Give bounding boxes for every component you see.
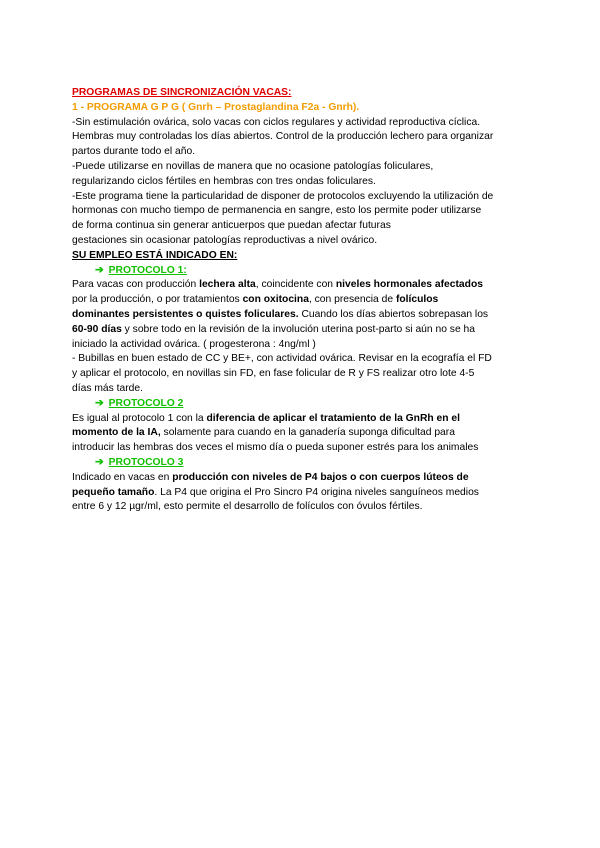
bold-text: pequeño tamaño [72, 486, 155, 498]
document-title: PROGRAMAS DE SINCRONIZACIÓN VACAS: [72, 87, 292, 98]
document-page [72, 86, 532, 515]
protocol-1-label: PROTOCOLO 1: [108, 264, 187, 276]
bold-text: 60-90 días [72, 323, 122, 335]
text-run: Es igual al protocolo 1 con la [72, 412, 207, 424]
text-run: Cuando los días abiertos sobrepasan los [298, 308, 489, 320]
protocol-2-label: PROTOCOLO 2 [108, 397, 184, 409]
protocol-1-line: y aplicar el protocolo, en novillas sin FD, en fase folicular de R y FS realizar otro lote 4-5 [72, 368, 475, 380]
bold-text: momento de la IA, [72, 427, 161, 439]
protocol-2-line [72, 412, 532, 427]
text-run: y sobre todo en la revisión de la involución uterina post-parto si aún no se ha [121, 323, 475, 335]
protocol-3-line [72, 486, 532, 501]
protocol-3-line: entre 6 y 12 µgr/ml, esto permite el desarrollo de folículos con óvulos fértiles. [72, 501, 423, 513]
text-run: , coincidente con [255, 279, 336, 291]
protocol-3-label: PROTOCOLO 3 [108, 456, 184, 468]
text-run: por la producción, o por tratamientos [72, 294, 243, 306]
protocol-3-heading [72, 456, 532, 471]
arrow-right-icon: ➔ [95, 397, 104, 409]
arrow-right-icon: ➔ [95, 264, 104, 276]
program-subtitle: 1 - PROGRAMA G P G ( Gnrh – Prostaglandina F2a - Gnrh). [72, 101, 360, 113]
protocol-3-body [72, 471, 532, 515]
protocol-1-line: días más tarde. [72, 382, 143, 394]
intro-line: gestaciones sin ocasionar patologías reproductivas a nivel ovárico. [72, 234, 378, 246]
intro-line: regularizando ciclos fértiles en hembras con tres ondas foliculares. [72, 175, 376, 187]
intro-line: de forma continua sin generar anticuerpos que puedan afectar futuras [72, 220, 391, 232]
bold-text: folículos [395, 294, 439, 306]
protocol-2-line: introducir las hembras dos veces el mismo día o pueda suponer estrés para los animales [72, 442, 479, 454]
protocol-3-line [72, 471, 532, 486]
text-run: . La P4 que origina el Pro Sincro P4 origina niveles sanguíneos medios [154, 486, 479, 498]
protocol-1-line [72, 308, 532, 323]
section-heading: SU EMPLEO ESTÁ INDICADO EN: [72, 249, 238, 261]
bold-text: lechera alta [199, 279, 256, 291]
text-run: , con presencia de [308, 294, 396, 306]
protocol-1-body [72, 278, 532, 396]
intro-line: -Este programa tiene la particularidad de disponer de protocolos excluyendo la utilización de [72, 190, 494, 202]
text-run: solamente para cuando en la ganadería suponga dificultad para [160, 427, 455, 439]
protocol-1-heading [72, 264, 532, 279]
bold-text: dominantes persistentes o quistes foliculares. [72, 308, 299, 320]
protocol-1-line [72, 278, 532, 293]
protocol-2-body [72, 412, 532, 456]
text-run: Para vacas con producción [72, 279, 200, 291]
intro-line: partos durante todo el año. [72, 146, 196, 158]
protocol-2-line [72, 426, 532, 441]
intro-line: -Sin estimulación ovárica, solo vacas con ciclos regulares y actividad reproductiva cíclica. [72, 116, 481, 128]
protocol-1-line: - Bubillas en buen estado de CC y BE+, con actividad ovárica. Revisar en la ecografía el FD [72, 353, 492, 365]
protocol-1-line [72, 323, 532, 338]
intro-paragraph [72, 116, 532, 249]
bold-text: diferencia de aplicar el tratamiento de la GnRh en el [206, 412, 461, 424]
protocol-2-heading [72, 397, 532, 412]
bold-text: niveles hormonales afectados [335, 279, 483, 291]
intro-line: hormonas con mucho tiempo de permanencia en sangre, esto los permite poder utilizarse [72, 205, 482, 217]
protocol-1-line [72, 293, 532, 308]
intro-line: Hembras muy controladas los días abiertos. Control de la producción lechero para organizar [72, 131, 494, 143]
protocol-1-line: iniciado la actividad ovárica. ( progesterona : 4ng/ml ) [72, 338, 316, 350]
bold-text: producción con niveles de P4 bajos o con cuerpos lúteos de [172, 471, 469, 483]
bold-text: con oxitocina [242, 294, 309, 306]
intro-line: -Puede utilizarse en novillas de manera que no ocasione patologías foliculares, [72, 160, 434, 172]
text-run: Indicado en vacas en [72, 471, 173, 483]
arrow-right-icon: ➔ [95, 456, 104, 468]
